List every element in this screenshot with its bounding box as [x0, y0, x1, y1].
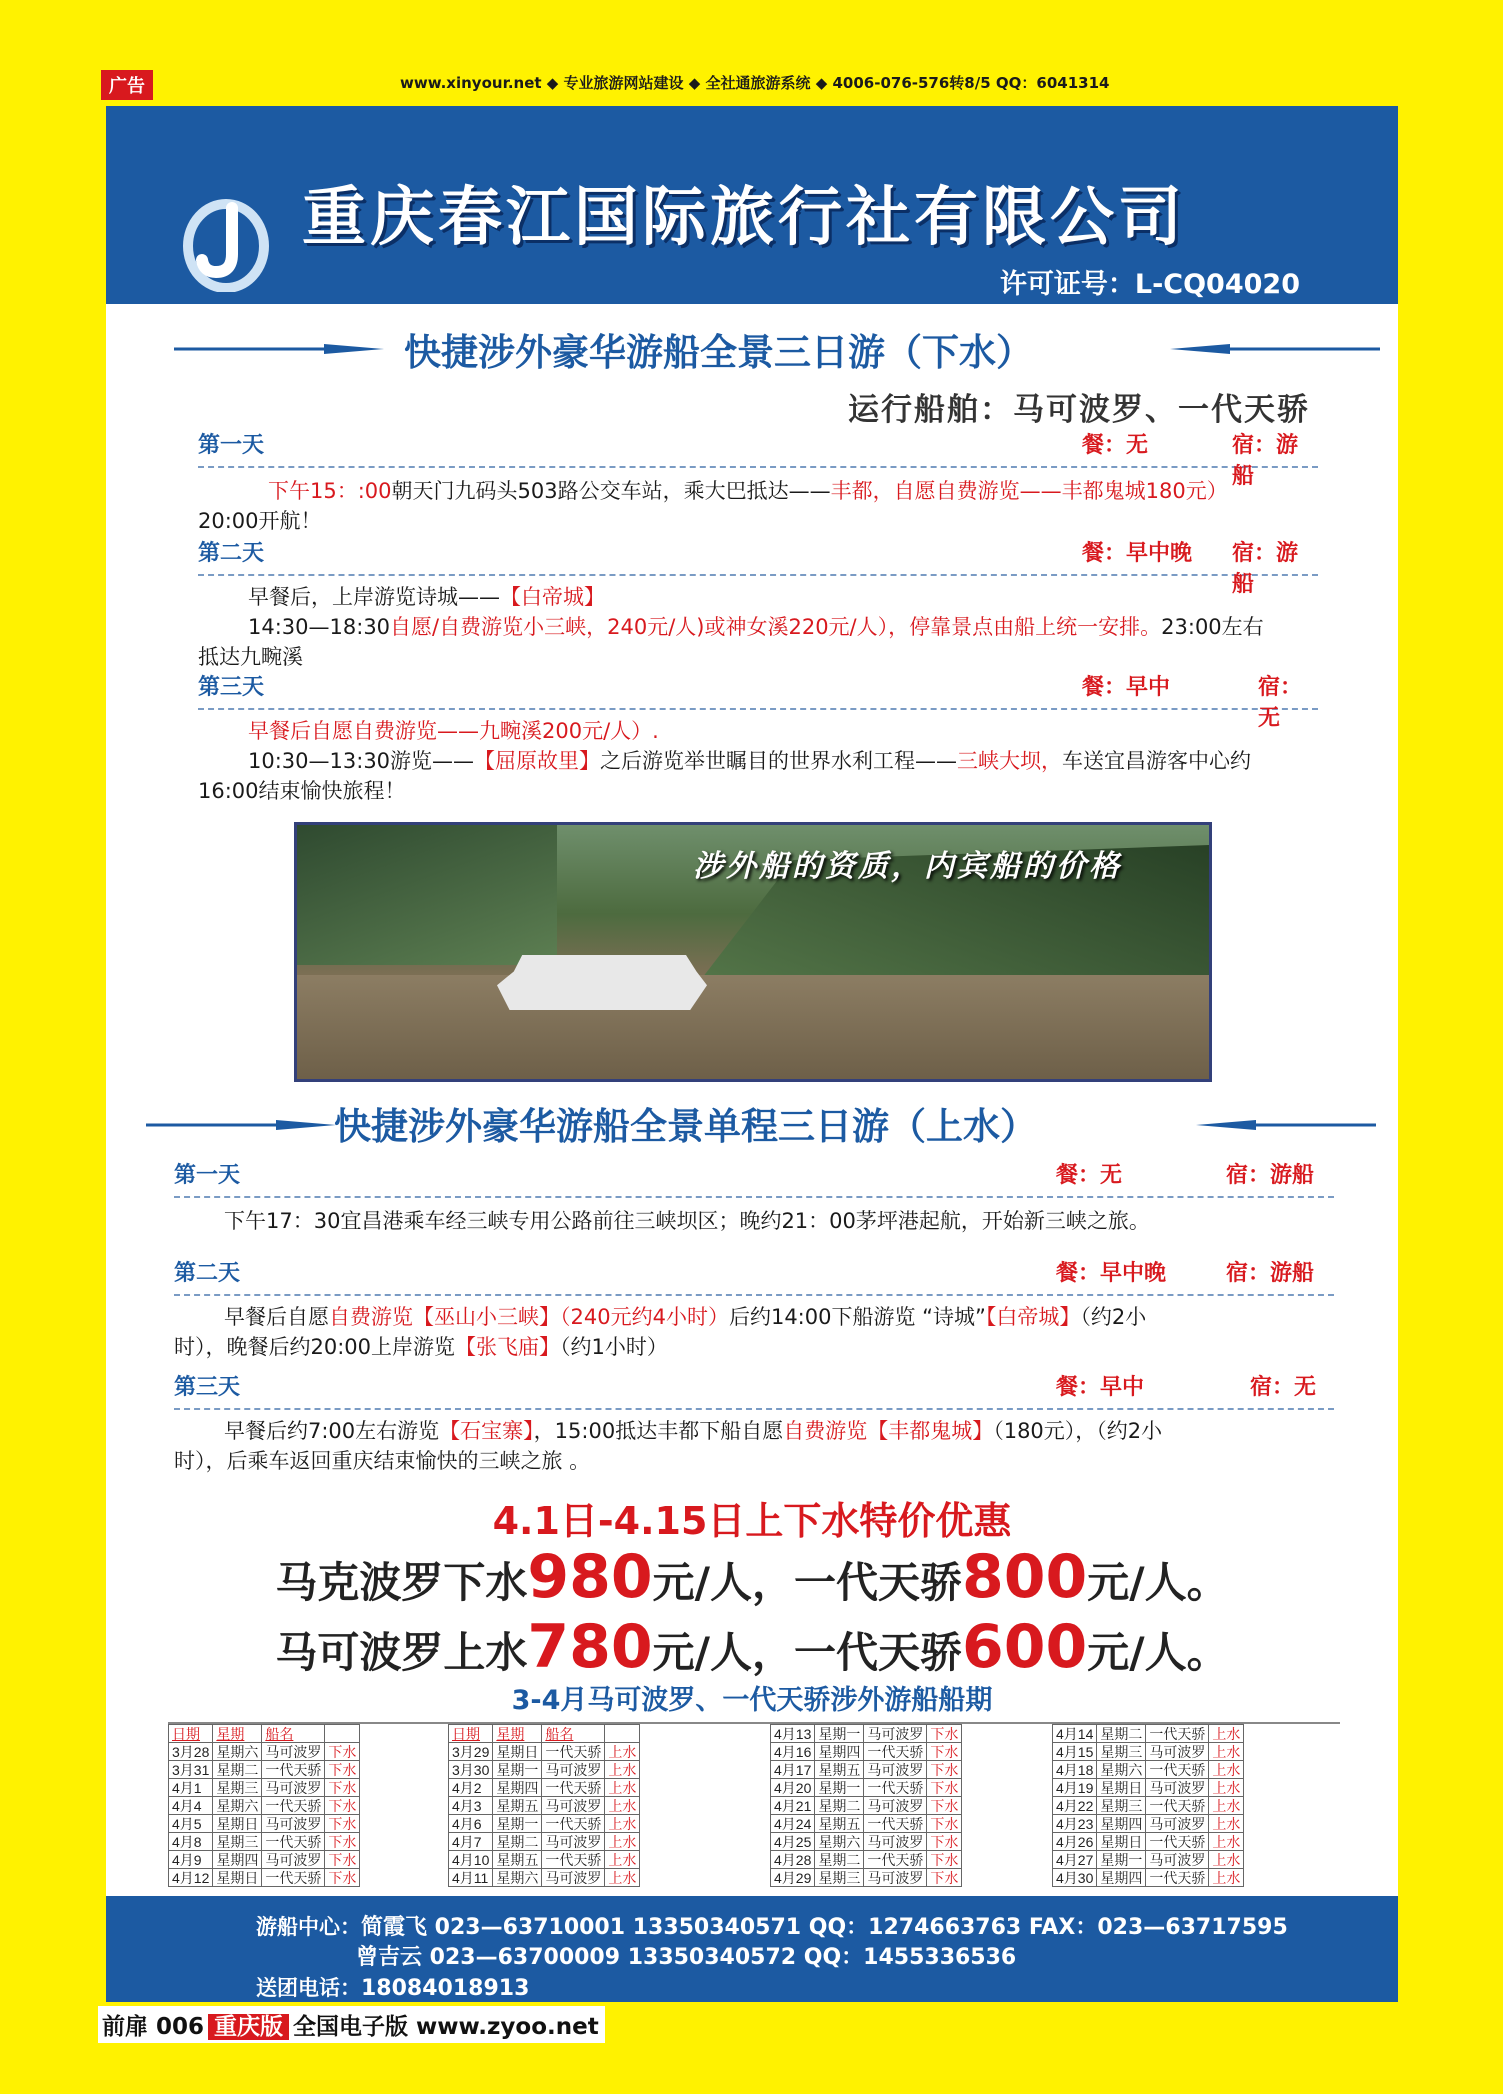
schedule-table: 日期 星期 船名 3月29 星期日 一代天骄 上水 3月30 星期一 马可波罗 上水 4月2 星期四 一代天骄 上水 4月3 星期五 马可波罗 上水 4月6 星期一 一代天骄 上水 4月7 星期二 马可波罗 上水 4月10 星期五 一代天骄 上水 4月11 星期六 马可波罗 上水: [448, 1724, 640, 1887]
schedule-title: 3-4月马可波罗、一代天骄涉外游船船期: [511, 1685, 993, 1716]
stay-info: 宿：游船: [1232, 433, 1299, 489]
day-label: 第三天: [198, 675, 265, 700]
promo-upstream-prices: 马可波罗上水780元/人，一代天骄600元/人。: [275, 1612, 1229, 1682]
table-row: 4月30 星期四 一代天骄 上水: [1053, 1869, 1244, 1887]
table-row: 3月28 星期六 马可波罗 下水: [169, 1743, 360, 1761]
license-number: 许可证号：L-CQ04020: [999, 269, 1300, 300]
page-footer: 前扉 006 重庆版 全国电子版 www.zyoo.net: [98, 2006, 605, 2043]
table-row: 4月1 星期三 马可波罗 下水: [169, 1779, 360, 1797]
day-header: [174, 1250, 1334, 1296]
table-row: 4月15 星期三 马可波罗 上水: [1053, 1743, 1244, 1761]
table-row: 4月26 星期日 一代天骄 上水: [1053, 1833, 1244, 1851]
route1-day1-text: 下午15：:00朝天门九码头503路公交车站，乘大巴抵达——丰都，自愿自费游览——丰都鬼城180元） 20:00开航！: [198, 479, 1228, 533]
route2-title: 快捷涉外豪华游船全景单程三日游（上水）: [334, 1105, 1037, 1148]
photo-caption: 涉外船的资质，内宾船的价格: [693, 849, 1122, 884]
sailing-schedule: [168, 1722, 1340, 1886]
promo-downstream-prices: 马克波罗下水980元/人，一代天骄800元/人。: [275, 1542, 1229, 1612]
stay-info: 宿：游船: [1232, 541, 1299, 597]
meal-info: 餐：无: [1056, 1163, 1123, 1188]
table-row: 4月22 星期三 一代天骄 上水: [1053, 1797, 1244, 1815]
meal-info: 餐：早中晚: [1082, 541, 1193, 566]
table-row: 4月14 星期二 一代天骄 上水: [1053, 1725, 1244, 1743]
table-row: 4月17 星期五 马可波罗 下水: [771, 1761, 962, 1779]
table-row: 4月20 星期一 一代天骄 下水: [771, 1779, 962, 1797]
table-row: 4月28 星期二 一代天骄 下水: [771, 1851, 962, 1869]
table-row: 4月13 星期一 马可波罗 下水: [771, 1725, 962, 1743]
day-header: [174, 1152, 1334, 1198]
table-row: 4月4 星期六 一代天骄 下水: [169, 1797, 360, 1815]
contact-line-1: 游船中心：简霞飞 023—63710001 13350340571 QQ：1274663763 FAX：023—63717595: [256, 1915, 1288, 1940]
table-row: 4月23 星期四 马可波罗 上水: [1053, 1815, 1244, 1833]
day-label: 第二天: [198, 541, 265, 566]
table-row: 4月7 星期二 马可波罗 上水: [449, 1833, 640, 1851]
route1-day2-text: 早餐后，上岸游览诗城——【白帝城】 14:30—18:30自愿/自费游览小三峡，240元/人)或神女溪220元/人），停靠景点由船上统一安排。23:00左右 抵达九畹溪: [198, 585, 1264, 669]
ad-tag: 广告: [101, 70, 153, 100]
edition-badge: 重庆版: [208, 2014, 289, 2040]
contact-line-3: 送团电话：18084018913: [256, 1976, 530, 2001]
stay-info: 宿：游船: [1226, 1163, 1315, 1188]
right-arrow-decoration: [1196, 1118, 1376, 1132]
meal-info: 餐：早中: [1056, 1375, 1145, 1400]
table-row: 4月12 星期日 一代天骄 下水: [169, 1869, 360, 1887]
day-header: [198, 664, 1318, 731]
top-info-line: www.xinyour.net ◆ 专业旅游网站建设 ◆ 全社通旅游系统 ◆ 4006-076-576转8/5 QQ：6041314: [400, 74, 1110, 92]
operating-ships: 运行船舶：马可波罗、一代天骄: [848, 392, 1310, 428]
company-name: 重庆春江国际旅行社有限公司: [302, 181, 1186, 255]
day-label: 第一天: [174, 1163, 241, 1188]
contact-footer: [106, 1896, 1398, 2002]
route1-day3-text: 早餐后自愿自费游览——九畹溪200元/人）. 10:30—13:30游览——【屈原故里】之后游览举世瞩目的世界水利工程——三峡大坝，车送宜昌游客中心约 16:00结束愉快旅程！: [198, 719, 1252, 803]
table-row: 4月9 星期四 马可波罗 下水: [169, 1851, 360, 1869]
table-row: 4月6 星期一 一代天骄 上水: [449, 1815, 640, 1833]
table-row: 4月21 星期二 马可波罗 下水: [771, 1797, 962, 1815]
schedule-table: 日期 星期 船名 3月28 星期六 马可波罗 下水 3月31 星期二 一代天骄 下水 4月1 星期三 马可波罗 下水 4月4 星期六 一代天骄 下水 4月5 星期日 马可波罗 下水 4月8 星期三 一代天骄 下水 4月9 星期四 马可波罗 下水 4月12 星期日 一代天骄 下水: [168, 1724, 360, 1887]
day-header: [198, 422, 1318, 489]
table-row: 4月2 星期四 一代天骄 上水: [449, 1779, 640, 1797]
stay-info: 宿：游船: [1226, 1261, 1315, 1286]
table-row: 4月27 星期一 马可波罗 上水: [1053, 1851, 1244, 1869]
stay-info: 宿：无: [1250, 1375, 1317, 1400]
day-header: [174, 1364, 1334, 1410]
table-row: 4月25 星期六 马可波罗 下水: [771, 1833, 962, 1851]
left-arrow-decoration: [146, 1118, 336, 1132]
right-arrow-decoration: [1170, 342, 1380, 356]
day-header: [198, 530, 1318, 597]
day-label: 第三天: [174, 1375, 241, 1400]
route2-day1-text: 下午17：30宜昌港乘车经三峡专用公路前往三峡坝区；晚约21：00茅坪港起航，开始新三峡之旅。: [224, 1209, 1150, 1233]
meal-info: 餐：早中晚: [1056, 1261, 1167, 1286]
table-row: 3月30 星期一 马可波罗 上水: [449, 1761, 640, 1779]
day-label: 第二天: [174, 1261, 241, 1286]
company-header: [106, 106, 1398, 304]
table-row: 4月10 星期五 一代天骄 上水: [449, 1851, 640, 1869]
company-logo-icon: [182, 194, 270, 292]
left-arrow-decoration: [174, 342, 384, 356]
route1-title: 快捷涉外豪华游船全景三日游（下水）: [404, 331, 1033, 374]
route2-day3-text: 早餐后约7:00左右游览【石宝寨】，15:00抵达丰都下船自愿自费游览【丰都鬼城】（180元），（约2小 时），后乘车返回重庆结束愉快的三峡之旅 。: [174, 1419, 1163, 1473]
cruise-ship-photo: [294, 822, 1212, 1082]
advert-card: [106, 106, 1398, 2002]
table-row: 3月29 星期日 一代天骄 上水: [449, 1743, 640, 1761]
schedule-table: [1052, 1724, 1244, 1887]
table-row: 4月19 星期日 马可波罗 上水: [1053, 1779, 1244, 1797]
contact-line-2: 曾吉云 023—63700009 13350340572 QQ：1455336536: [356, 1945, 1017, 1970]
table-row: 3月31 星期二 一代天骄 下水: [169, 1761, 360, 1779]
route2-day2-text: 早餐后自愿自费游览【巫山小三峡】（240元约4小时）后约14:00下船游览 “诗城”【白帝城】（约2小 时），晚餐后约20:00上岸游览【张飞庙】（约1小时）: [174, 1305, 1147, 1359]
meal-info: 餐：早中: [1082, 675, 1171, 700]
table-row: 4月3 星期五 马可波罗 上水: [449, 1797, 640, 1815]
day-label: 第一天: [198, 433, 265, 458]
table-row: 4月16 星期四 一代天骄 下水: [771, 1743, 962, 1761]
table-row: 4月8 星期三 一代天骄 下水: [169, 1833, 360, 1851]
stay-info: 宿：无: [1258, 675, 1303, 731]
table-row: 4月11 星期六 马可波罗 上水: [449, 1869, 640, 1887]
table-row: 4月24 星期五 一代天骄 下水: [771, 1815, 962, 1833]
table-row: 4月29 星期三 马可波罗 下水: [771, 1869, 962, 1887]
meal-info: 餐：无: [1082, 433, 1149, 458]
schedule-table: [770, 1724, 962, 1887]
table-row: 4月18 星期六 一代天骄 上水: [1053, 1761, 1244, 1779]
promo-dates: 4.1日-4.15日上下水特价优惠: [492, 1499, 1012, 1543]
table-row: 4月5 星期日 马可波罗 下水: [169, 1815, 360, 1833]
